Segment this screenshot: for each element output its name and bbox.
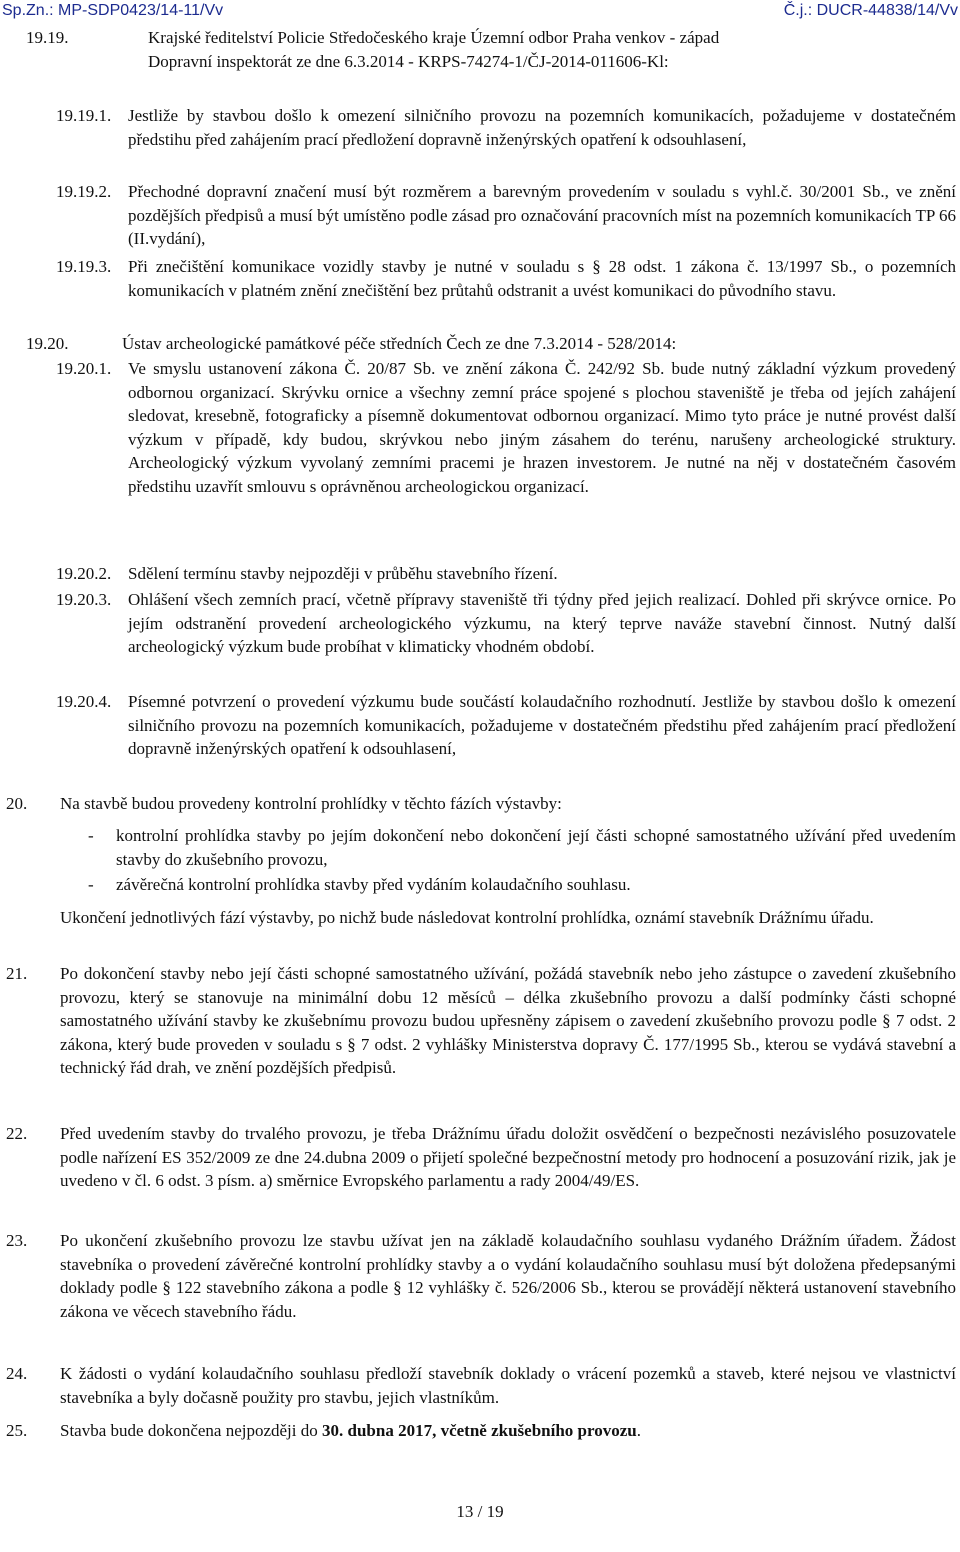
section-23 bbox=[6, 1229, 956, 1323]
document-header bbox=[0, 0, 960, 22]
list-item-text: kontrolní prohlídka stavby po jejím dokončení nebo dokončení její části schopné samostatného užívání před uvedením stavby do zkušebního provozu, bbox=[116, 826, 956, 869]
list-item bbox=[88, 873, 956, 897]
section-heading: Ústav archeologické památkové péče středních Čech ze dne 7.3.2014 - 528/2014: bbox=[122, 334, 677, 353]
section-text: Písemné potvrzení o provedení výzkumu bude součástí kolaudačního rozhodnutí. Jestliže by stavbou došlo k omezení silničního provozu na pozemních komunikacích, požadujeme v dostatečném předstihu před zahájením prací předložení dopravně inženýrských opatření k odsouhlasení, bbox=[128, 692, 956, 758]
section-25 bbox=[6, 1419, 956, 1443]
section-number: 19.19.1. bbox=[56, 106, 112, 125]
section-number: 19.20.1. bbox=[56, 359, 112, 378]
section-heading-line-1: Krajské ředitelství Policie Středočeského kraje Územní odbor Praha venkov - západ bbox=[148, 28, 720, 47]
section-22 bbox=[6, 1122, 956, 1193]
section-heading-line-2: Dopravní inspektorát ze dne 6.3.2014 - KRPS-74274-1/ČJ-2014-011606-Kl: bbox=[148, 51, 669, 71]
section-19-19-3 bbox=[56, 255, 956, 302]
section-19-19 bbox=[26, 26, 932, 73]
section-19-19-2 bbox=[56, 180, 956, 251]
section-text: Před uvedením stavby do trvalého provozu, je třeba Drážnímu úřadu doložit osvědčení o bezpečnosti nezávislého posuzovatele podle nařízení ES 352/2009 ze dne 24.dubna 2009 o přijetí společné bezpečnostní metody pro hodnocení a posuzování rizik, jak je uvedeno v čl. 6 odst. 3 písm. a) směrnice Evropského parlamentu a rady 2004/49/ES. bbox=[60, 1124, 956, 1190]
section-number: 20. bbox=[6, 794, 28, 813]
text-end: . bbox=[636, 1421, 641, 1440]
section-number: 19.20. bbox=[26, 334, 69, 353]
section-20 bbox=[6, 792, 956, 816]
section-text bbox=[60, 1419, 956, 1443]
section-19-20-3 bbox=[56, 588, 956, 659]
section-number: 19.19.3. bbox=[56, 257, 112, 276]
list-item-text: závěrečná kontrolní prohlídka stavby před vydáním kolaudačního souhlasu. bbox=[116, 875, 631, 894]
section-number: 24. bbox=[6, 1364, 28, 1383]
section-number: 19.20.4. bbox=[56, 692, 112, 711]
section-number: 19.19. bbox=[26, 28, 69, 47]
section-20-paragraph: Ukončení jednotlivých fází výstavby, po nichž bude následovat kontrolní prohlídka, oznámí stavebník Drážnímu úřadu. bbox=[60, 908, 874, 927]
section-number: 19.20.2. bbox=[56, 564, 112, 583]
section-number: 25. bbox=[6, 1421, 28, 1440]
section-19-20-2 bbox=[56, 562, 956, 586]
section-19-20-4 bbox=[56, 690, 956, 761]
section-text: Na stavbě budou provedeny kontrolní prohlídky v těchto fázích výstavby: bbox=[60, 794, 562, 813]
section-19-20 bbox=[26, 332, 932, 356]
section-number: 19.20.3. bbox=[56, 590, 112, 609]
page-number: 13 / 19 bbox=[456, 1502, 504, 1521]
section-19-20-1 bbox=[56, 357, 956, 498]
section-24 bbox=[6, 1362, 956, 1409]
section-text: Jestliže by stavbou došlo k omezení silničního provozu na pozemních komunikacích, požadujeme v dostatečném předstihu před zahájením prací předložení dopravně inženýrských opatření k odsouhlasení, bbox=[128, 106, 956, 149]
section-19-19-1 bbox=[56, 104, 956, 151]
section-text: Po ukončení zkušebního provozu lze stavbu užívat jen na základě kolaudačního souhlasu vydaného Drážním úřadem. Žádost stavebníka o provedení závěrečné kontrolní prohlídky stavby a o vydání kolaudačního souhlasu musí být doložena předepsanými doklady podle § 122 stavebního zákona a podle § 12 vyhlášky č. 526/2006 Sb., kterou se provádějí některá ustanovení stavebního zákona ve věcech stavebního řádu. bbox=[60, 1231, 956, 1321]
section-text: Ohlášení všech zemních prací, včetně přípravy staveniště tři týdny před jejich realizací. Dohled při skrývce ornice. Po jejím odstranění provedení archeologického výzkumu, na který teprve naváže stavební činnost. Nutný další archeologický výzkum bude probíhat v klimaticky vhodném období. bbox=[128, 590, 956, 656]
file-number: Sp.Zn.: MP-SDP0423/14-11/Vv bbox=[2, 2, 224, 20]
section-21 bbox=[6, 962, 956, 1080]
section-number: 21. bbox=[6, 964, 28, 983]
section-text: Sdělení termínu stavby nejpozději v průběhu stavebního řízení. bbox=[128, 564, 558, 583]
reference-number: Č.j.: DUCR-44838/14/Vv bbox=[783, 2, 958, 20]
section-number: 23. bbox=[6, 1231, 28, 1250]
section-number: 22. bbox=[6, 1124, 28, 1143]
section-text: Ve smyslu ustanovení zákona Č. 20/87 Sb. ve znění zákona Č. 242/92 Sb. bude nutný základní výzkum provedený odbornou organizací. Skrývku ornice a všechny zemní práce spojené s plochou staveniště je třeba od jejích zahájení sledovat, kresebně, fotograficky a písemně dokumentovat odbornou organizací. Mimo tyto práce je nutné provést další výzkum v případě, kdy budou, skrývkou nebo jiným zásahem do terénu, narušeny archeologické struktury. Archeologický výzkum vyvolaný zemními pracemi je hrazen investorem. Je nutné na něj v dostatečném časovém předstihu uzavřít smlouvu s oprávněnou archeologickou organizací. bbox=[128, 359, 956, 496]
section-text: Po dokončení stavby nebo její části schopné samostatného užívání, požádá stavebník nebo jeho zástupce o zavedení zkušebního provozu, který se stanovuje na minimální dobu 12 měsíců – délka zkušebního provozu a další podmínky části schopné samostatného užívání stavby ke zkušebnímu provozu budou upřesněny zápisem o zavedení zkušebního provozu podle § 7 odst. 2 zákona, který bude proveden v souladu s § 7 odst. 2 vyhlášky Ministerstva dopravy Č. 177/1995 Sb., kterou se vydává stavební a technický řád drah, ve znění pozdějších předpisů. bbox=[60, 964, 956, 1077]
dash-marker: - bbox=[88, 875, 94, 894]
section-text: Při znečištění komunikace vozidly stavby je nutné v souladu s § 28 odst. 1 zákona č. 13/1997 Sb., o pozemních komunikacích v platném znění znečištění bez průtahů odstranit a uvést komunikaci do původního stavu. bbox=[128, 257, 956, 300]
section-number: 19.19.2. bbox=[56, 182, 112, 201]
dash-marker: - bbox=[88, 826, 94, 845]
list-item bbox=[88, 824, 956, 871]
text-regular: Stavba bude dokončena nejpozději do bbox=[60, 1421, 323, 1440]
text-bold-deadline: 30. dubna 2017, včetně zkušebního provozu bbox=[322, 1421, 637, 1440]
section-text: Přechodné dopravní značení musí být rozměrem a barevným provedením v souladu s vyhl.č. 30/2001 Sb., ve znění pozdějších předpisů a musí být umístěno podle zásad pro označování pracovních míst na pozemních komunikacích TP 66 (II.vydání), bbox=[128, 182, 956, 248]
section-text: K žádosti o vydání kolaudačního souhlasu předloží stavebník doklady o vrácení pozemků a staveb, které nejsou ve vlastnictví stavebníka a byly dočasně použity pro stavbu, jejich vlastníkům. bbox=[60, 1364, 956, 1407]
